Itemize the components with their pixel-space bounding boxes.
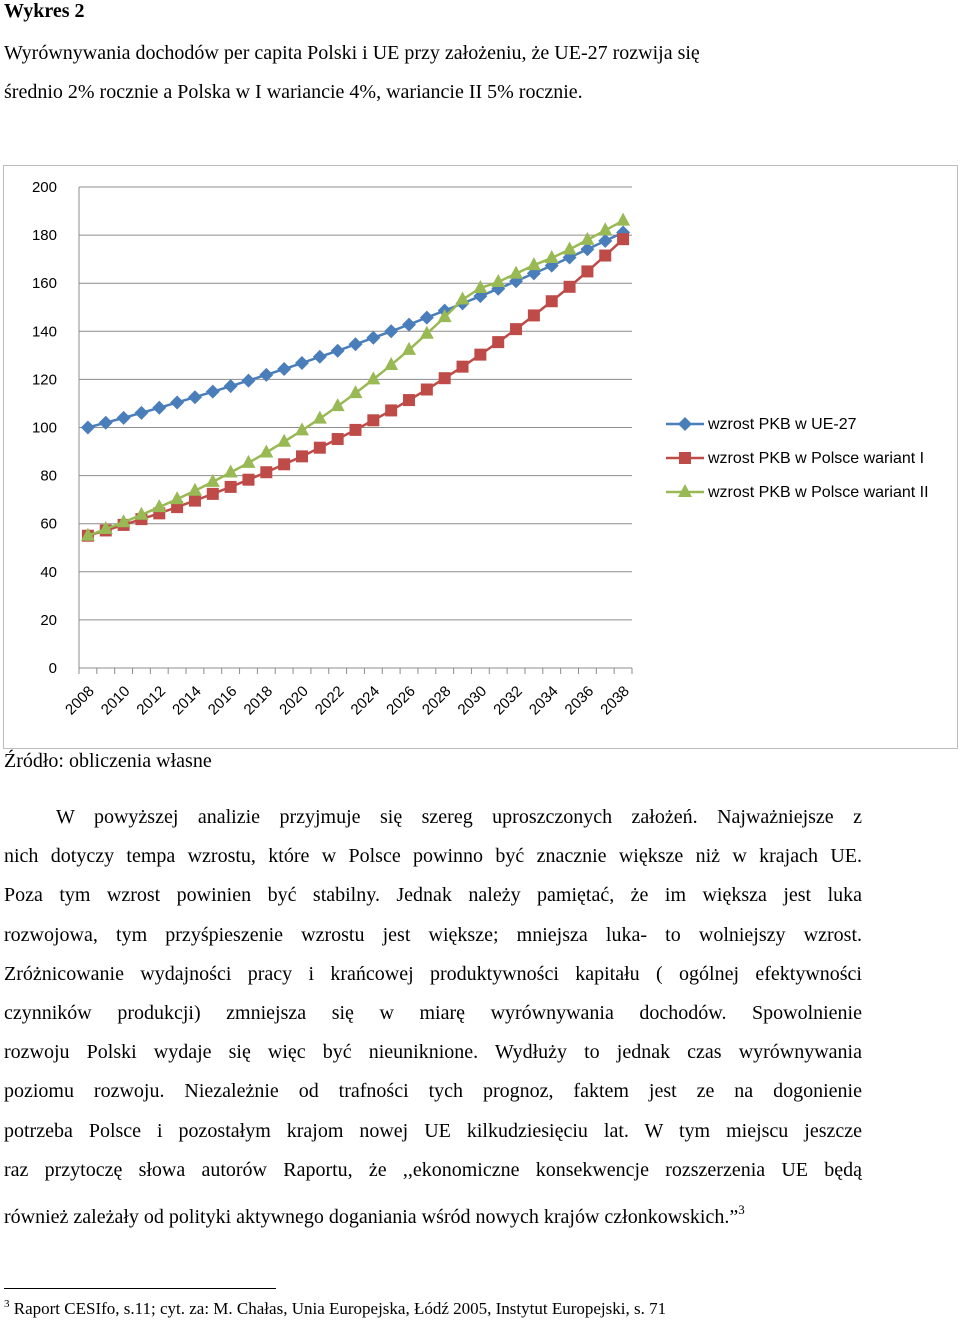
data-point <box>546 295 558 307</box>
data-point <box>313 411 327 424</box>
paragraph-line: rozwojowa, tym przyśpieszenie wzrostu jest większe; mniejsza luka- to wolniejszy wzrost. <box>4 923 862 946</box>
x-tick-label: 2008 <box>62 682 98 719</box>
paragraph-line: raz przytoczę słowa autorów Raportu, że ,,ekonomiczne konsekwencje rozszerzenia UE będą <box>4 1158 862 1181</box>
data-point <box>134 406 148 420</box>
y-tick-label: 40 <box>40 563 57 581</box>
data-point <box>439 372 451 384</box>
data-point <box>331 398 345 411</box>
paragraph-line: poziomu rozwoju. Niezależnie od trafności tych prognoz, faktem jest ze na dogonienie <box>4 1080 862 1103</box>
data-point <box>189 495 201 507</box>
data-point <box>384 357 398 370</box>
data-point <box>349 385 363 398</box>
data-point <box>385 404 397 416</box>
data-point <box>117 411 131 425</box>
x-tick-label: 2022 <box>311 682 348 719</box>
y-tick-label: 140 <box>31 323 57 341</box>
data-point <box>402 318 416 332</box>
data-point <box>278 458 290 470</box>
figure-heading: Wykres 2 <box>4 0 85 22</box>
data-point <box>170 395 184 409</box>
y-tick-label: 100 <box>31 419 57 437</box>
x-tick-label: 2032 <box>490 682 526 719</box>
footnote-separator <box>4 1288 276 1289</box>
data-point <box>421 384 433 396</box>
data-point <box>350 424 362 436</box>
data-point <box>456 292 470 305</box>
legend-label: wzrost PKB w UE-27 <box>708 416 857 433</box>
data-point <box>206 385 220 399</box>
data-point <box>510 323 522 335</box>
data-point <box>207 488 219 500</box>
data-point <box>331 344 345 358</box>
data-point <box>224 379 238 393</box>
series-line <box>88 221 623 536</box>
caption-line: średnio 2% rocznie a Polska w I wariancie 4%, wariancie II 5% rocznie. <box>4 81 583 103</box>
x-tick-label: 2026 <box>383 682 419 719</box>
legend-marker <box>678 484 692 497</box>
data-point <box>225 481 237 493</box>
y-tick-label: 160 <box>31 275 57 293</box>
paragraph-line: W powyższej analizie przyjmuje się szereg uproszczonych założeń. Najważniejsze z <box>56 806 862 828</box>
y-tick-label: 120 <box>31 371 57 389</box>
data-point <box>528 309 540 321</box>
paragraph-line: rozwoju Polski wydaje się więc być nieuniknione. Wydłuży to jednak czas wyrównywania <box>4 1041 862 1064</box>
footnote-reference[interactable]: 3 <box>738 1201 745 1217</box>
data-point <box>474 349 486 361</box>
data-point <box>367 414 379 426</box>
data-point <box>314 442 326 454</box>
paragraph-line: Zróżnicowanie wydajności pracy i krańcowej produktywności kapitału ( ogólnej efektywności <box>4 962 862 985</box>
footnote-text: Raport CESIfo, s.11; cyt. za: M. Chałas, Unia Europejska, Łódź 2005, Instytut Europejski, s. 71 <box>9 1299 667 1318</box>
data-point <box>581 265 593 277</box>
data-point <box>617 233 629 245</box>
y-tick-label: 20 <box>40 611 57 629</box>
x-tick-label: 2010 <box>97 682 134 719</box>
chart-frame <box>3 165 958 749</box>
footnote <box>4 1298 666 1319</box>
data-point <box>564 281 576 293</box>
paragraph-line: Poza tym wzrost powinien być stabilny. Jednak należy pamiętać, że im większa jest luka <box>4 884 862 907</box>
x-tick-label: 2034 <box>525 682 562 719</box>
legend-marker <box>679 452 691 464</box>
data-point <box>152 401 166 415</box>
data-point <box>259 445 273 458</box>
data-point <box>349 337 363 351</box>
figure-caption <box>4 34 904 112</box>
data-point <box>599 250 611 262</box>
data-point <box>457 361 469 373</box>
paragraph-last-line <box>4 1190 862 1229</box>
data-point <box>598 234 612 248</box>
y-tick-label: 60 <box>40 515 57 533</box>
x-tick-label: 2028 <box>418 682 455 719</box>
y-tick-label: 200 <box>31 179 57 196</box>
data-point <box>260 466 272 478</box>
paragraph-line: nich dotyczy tempa wzrostu, które w Polsce powinno być znacznie większe niż w krajach UE. <box>4 845 862 868</box>
data-point <box>295 356 309 370</box>
x-tick-label: 2020 <box>276 682 312 719</box>
data-point <box>277 362 291 376</box>
data-point <box>81 421 95 435</box>
data-point <box>295 422 309 435</box>
source-note: Źródło: obliczenia własne <box>4 750 212 772</box>
x-tick-label: 2030 <box>454 682 491 719</box>
paragraph-line: potrzeba Polsce i pozostałym krajom nowej UE kilkudziesięciu lat. W tym miejscu jeszcze <box>4 1119 862 1142</box>
data-point <box>492 336 504 348</box>
data-point <box>403 394 415 406</box>
data-point <box>366 331 380 345</box>
footnote-number: 3 <box>4 1298 10 1310</box>
legend-label: wzrost PKB w Polsce wariant I <box>708 450 925 467</box>
x-tick-label: 2012 <box>133 682 170 719</box>
x-tick-label: 2024 <box>347 682 384 719</box>
data-point <box>296 450 308 462</box>
legend-marker <box>678 417 692 431</box>
data-point <box>420 311 434 325</box>
paragraph-line: czynników produkcji) zmniejsza się w miarę wyrównywania dochodów. Spowolnienie <box>4 1001 862 1024</box>
x-tick-label: 2018 <box>240 682 277 719</box>
x-tick-label: 2016 <box>204 682 241 719</box>
data-point <box>616 213 630 226</box>
data-point <box>188 390 202 404</box>
x-tick-label: 2014 <box>169 682 205 719</box>
data-point <box>384 324 398 338</box>
legend-label: wzrost PKB w Polsce wariant II <box>708 484 929 501</box>
x-tick-label: 2036 <box>561 682 598 719</box>
data-point <box>277 434 291 447</box>
y-tick-label: 180 <box>31 227 57 245</box>
caption-line: Wyrównywania dochodów per capita Polski i UE przy założeniu, że UE-27 rozwija się <box>4 42 700 64</box>
data-point <box>366 371 380 384</box>
data-point <box>313 350 327 364</box>
data-point <box>332 433 344 445</box>
y-tick-label: 0 <box>48 660 57 677</box>
data-point <box>242 474 254 486</box>
paragraph-line-text: również zależały od polityki aktywnego doganiania wśród nowych krajów członkowskich.” <box>4 1205 739 1228</box>
body-paragraph <box>4 798 862 1229</box>
data-point <box>241 374 255 388</box>
y-tick-label: 80 <box>40 467 57 485</box>
gdp-growth-line-chart <box>4 166 957 748</box>
x-tick-label: 2038 <box>597 682 633 719</box>
